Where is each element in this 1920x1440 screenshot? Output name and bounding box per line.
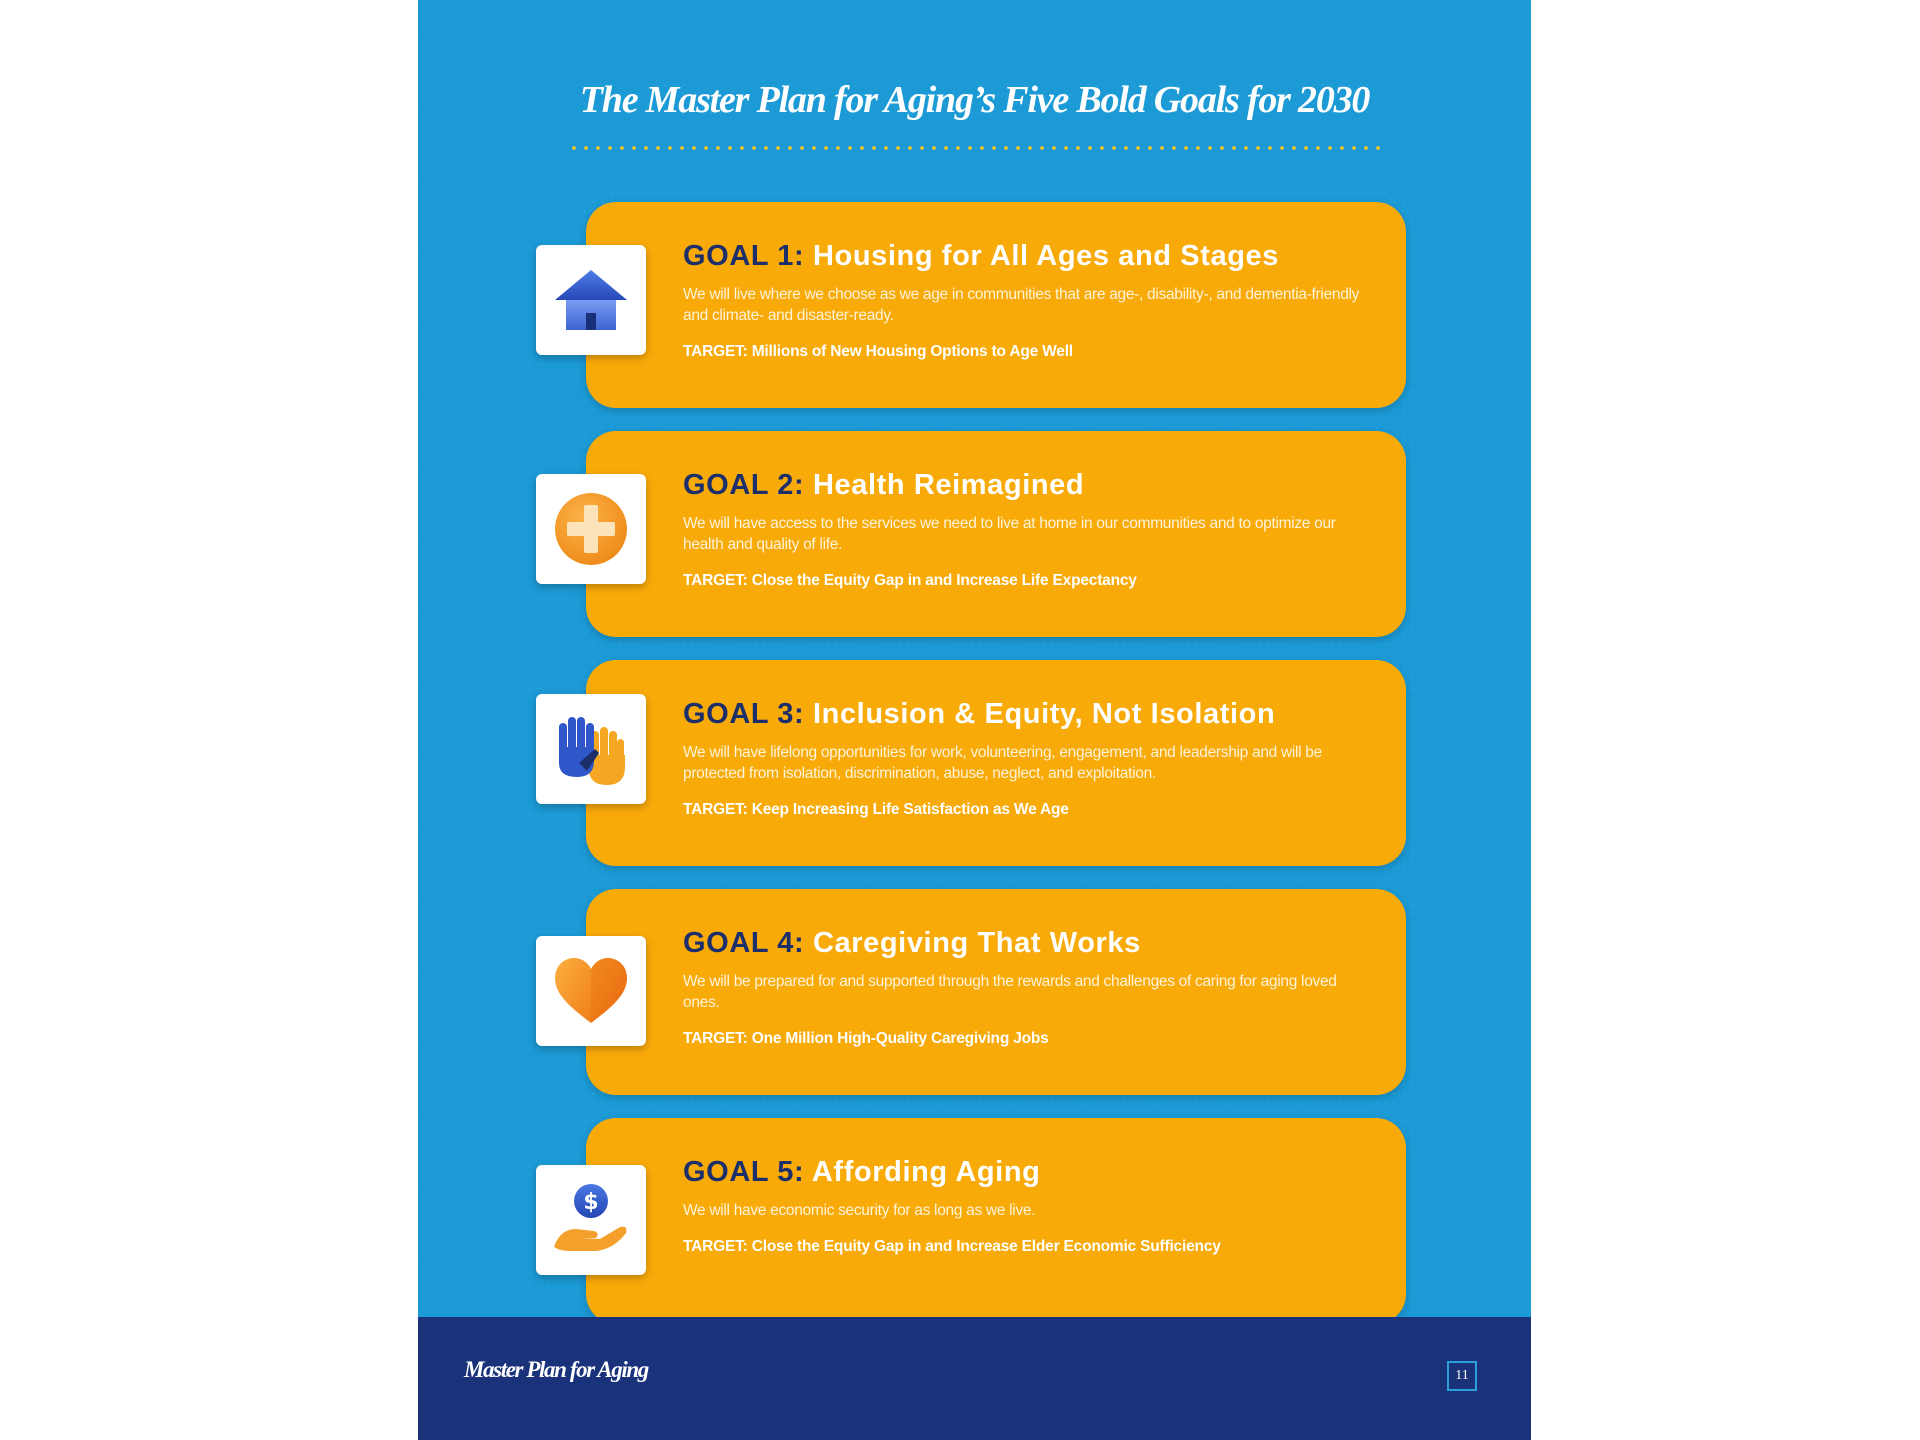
heart-icon <box>536 936 646 1046</box>
goal-heading <box>683 467 1373 503</box>
goal-2 <box>586 431 1406 637</box>
goal-target: TARGET: Millions of New Housing Options to Age Well <box>683 343 1073 360</box>
goal-label: GOAL 1: <box>683 240 805 272</box>
dollar-hand-icon <box>536 1165 646 1275</box>
goal-description: We will have economic security for as long as we live. <box>683 1202 1036 1219</box>
goal-heading <box>683 696 1373 732</box>
goal-heading <box>683 925 1373 961</box>
goal-heading <box>683 1154 1373 1190</box>
goal-label: GOAL 3: <box>683 698 805 730</box>
footer-brand-logo: Master Plan for Aging <box>464 1357 648 1382</box>
health-cross-icon <box>536 474 646 584</box>
goal-text <box>683 696 1373 820</box>
goal-target: TARGET: One Million High-Quality Caregiving Jobs <box>683 1030 1049 1047</box>
svg-text:$: $ <box>583 1190 599 1215</box>
goal-1 <box>586 202 1406 408</box>
goal-label: GOAL 4: <box>683 927 805 959</box>
goal-name: Inclusion & Equity, Not Isolation <box>812 698 1276 730</box>
goal-text <box>683 238 1373 362</box>
goal-heading <box>683 238 1373 274</box>
goal-4 <box>586 889 1406 1095</box>
goal-description: We will have lifelong opportunities for work, volunteering, engagement, and leadership and will be protected from isolation, discrimination, abuse, neglect, and exploitation. <box>683 744 1322 782</box>
goal-name: Caregiving That Works <box>812 927 1141 959</box>
goal-target: TARGET: Close the Equity Gap in and Increase Elder Economic Sufficiency <box>683 1238 1221 1255</box>
goal-label: GOAL 2: <box>683 469 805 501</box>
goal-target: TARGET: Keep Increasing Life Satisfaction as We Age <box>683 801 1069 818</box>
goal-description: We will have access to the services we need to live at home in our communities and to optimize our health and quality of life. <box>683 515 1336 553</box>
page-number: 11 <box>1447 1361 1477 1391</box>
goal-text <box>683 467 1373 591</box>
document-page <box>418 0 1531 1440</box>
goal-3 <box>586 660 1406 866</box>
page-footer <box>418 1317 1531 1440</box>
goal-description: We will live where we choose as we age in communities that are age-, disability-, and dementia-friendly and climate- and disaster-ready. <box>683 286 1360 324</box>
goal-target: TARGET: Close the Equity Gap in and Increase Life Expectancy <box>683 572 1137 589</box>
goal-description: We will be prepared for and supported through the rewards and challenges of caring for aging loved ones. <box>683 973 1337 1011</box>
title-dotted-divider <box>568 146 1383 150</box>
page-title: The Master Plan for Aging’s Five Bold Goals for 2030 <box>579 79 1370 121</box>
goal-text <box>683 925 1373 1049</box>
goal-text <box>683 1154 1373 1257</box>
goal-label: GOAL 5: <box>683 1156 805 1188</box>
raised-hands-icon <box>536 694 646 804</box>
goal-5 <box>583 1118 1406 1324</box>
goal-name: Affording Aging <box>811 1156 1041 1188</box>
goal-name: Health Reimagined <box>812 469 1085 501</box>
goal-name: Housing for All Ages and Stages <box>812 240 1279 272</box>
house-icon <box>536 245 646 355</box>
